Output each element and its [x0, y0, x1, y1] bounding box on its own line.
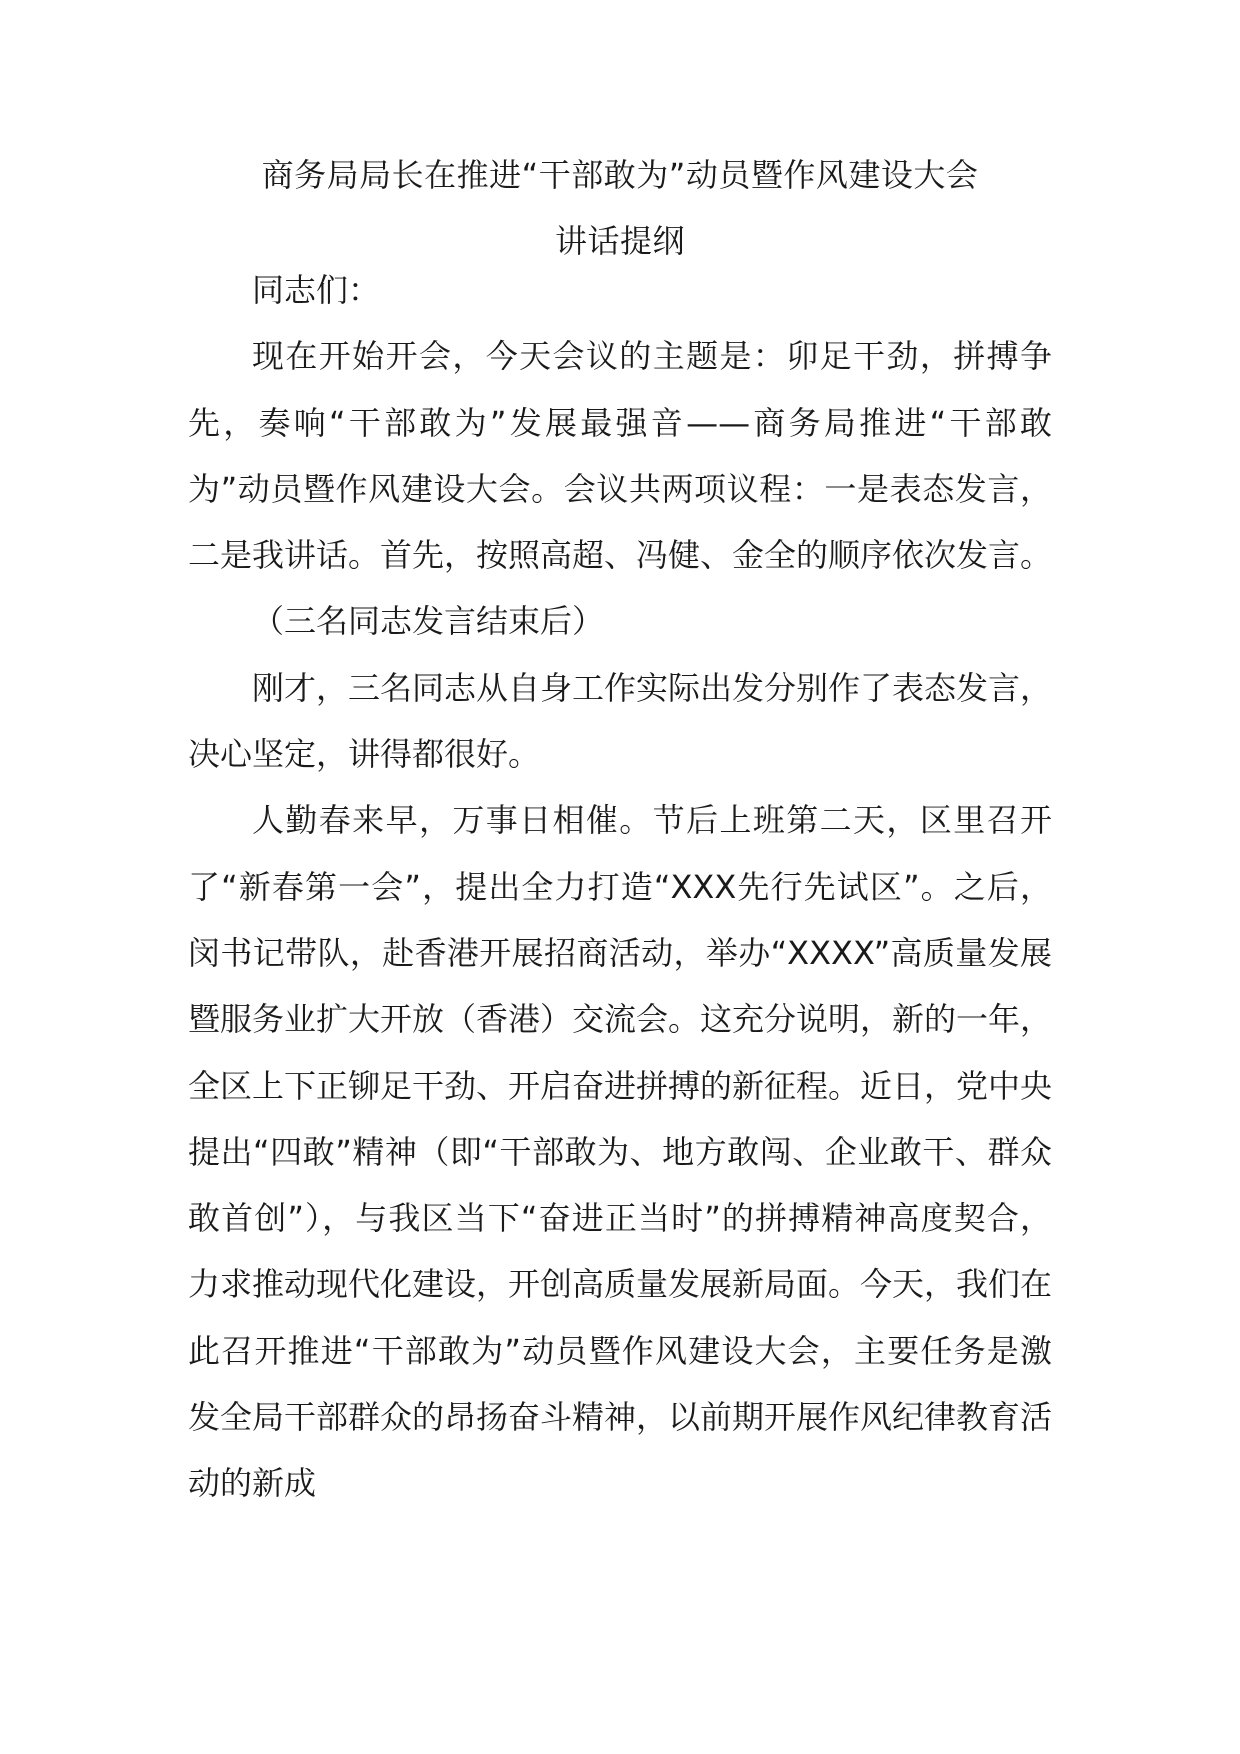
document-title-line-2: 讲话提纲: [554, 222, 685, 260]
paragraph-agenda: 现在开始开会，今天会议的主题是：卯足干劲，拼搏争先，奏响“干部敢为”发展最强音——商务局推进“干部敢为”动员暨作风建设大会。会议共两项议程：一是表态发言，二是我讲话。首先，按照高超、冯健、金全的顺序依次发言。: [188, 337, 1053, 575]
salutation: 同志们：: [252, 271, 381, 309]
paragraph-background: 人勤春来早，万事日相催。节后上班第二天，区里召开了“新春第一会”，提出全力打造“XXX先行先试区”。之后，闵书记带队，赴香港开展招商活动，举办“XXXX”高质量发展暨服务业扩大开放（香港）交流会。这充分说明，新的一年，全区上下正铆足干劲、开启奋进拼搏的新征程。近日，党中央提出“四敢”精神（即“干部敢为、地方敢闯、企业敢干、群众敢首创”），与我区当下“奋进正当时”的拼搏精神高度契合，力求推动现代化建设，开创高质量发展新局面。今天，我们在此召开推进“干部敢为”动员暨作风建设大会，主要任务是激发全局干部群众的昂扬奋斗精神，以前期开展作风纪律教育活动的新成: [188, 801, 1053, 1503]
paragraph-summary: 刚才，三名同志从自身工作实际出发分别作了表态发言，决心坚定，讲得都很好。: [188, 668, 1053, 774]
document-body: [188, 257, 1052, 1517]
document-title-line-1: 商务局局长在推进“干部敢为”动员暨作风建设大会: [261, 156, 979, 194]
paragraph-stage-note: （三名同志发言结束后）: [252, 602, 605, 641]
